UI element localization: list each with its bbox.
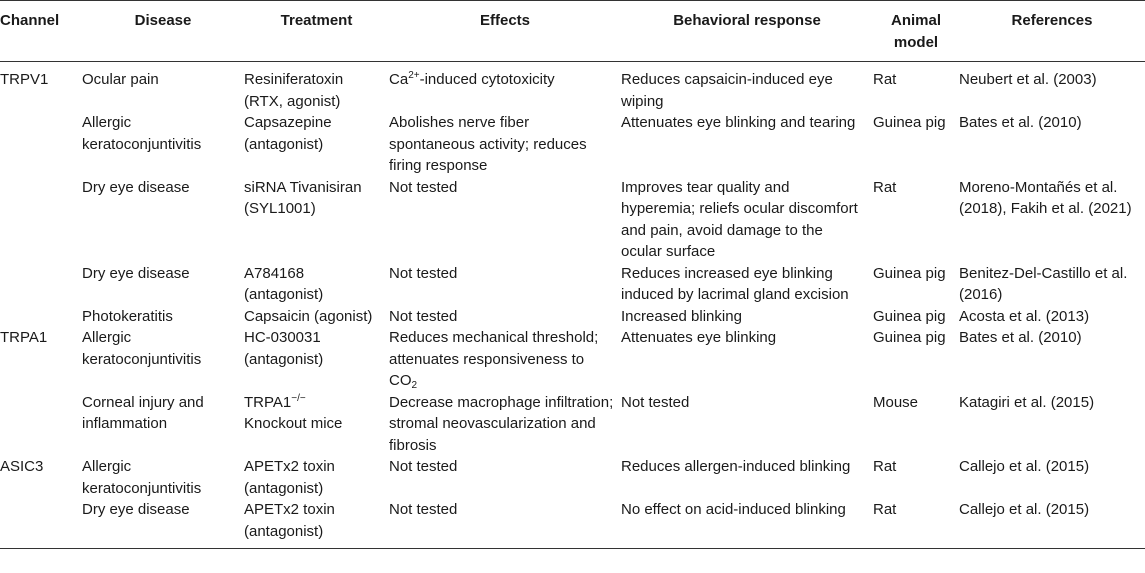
cell-effects: Not tested	[389, 307, 458, 325]
cell-references: Katagiri et al. (2015)	[959, 393, 1095, 411]
treatment-superscript: −/−	[291, 392, 306, 404]
cell-treatment	[244, 392, 389, 457]
cell-effects: Decrease macrophage infiltration; stromal neovascularization and fibrosis	[389, 393, 614, 454]
cell-references: Bates et al. (2010)	[959, 329, 1082, 346]
table-row	[0, 177, 1145, 263]
cell-animal-model: Guinea pig	[873, 329, 946, 346]
cell-disease: Dry eye disease	[82, 178, 190, 196]
cell-disease: Dry eye disease	[82, 499, 244, 549]
cell-effects: Abolishes nerve fiber spontaneous activity; reduces firing response	[389, 114, 587, 174]
header-channel: Channel	[0, 1, 82, 62]
cell-channel	[0, 499, 82, 549]
cell-references: Neubert et al. (2003)	[959, 71, 1097, 88]
treatment-text: Knockout mice	[244, 415, 343, 432]
cell-channel: ASIC3	[0, 458, 44, 475]
cell-disease: Corneal injury and inflammation	[82, 393, 204, 432]
header-treatment: Treatment	[244, 1, 389, 62]
cell-effects: Not tested	[389, 499, 621, 549]
cell-disease: Dry eye disease	[82, 264, 190, 282]
cell-treatment: A784168 (antagonist)	[244, 264, 324, 303]
cell-references: Moreno-Montañés et al. (2018), Fakih et al. (2021)	[959, 178, 1132, 217]
cell-channel: TRPV1	[0, 71, 49, 88]
header-behavioral-response: Behavioral response	[621, 1, 873, 62]
cell-channel: TRPA1	[0, 329, 48, 346]
cell-animal-model: Guinea pig	[873, 114, 946, 131]
table-row	[0, 456, 1145, 499]
header-animal-model: Animal model	[873, 1, 959, 62]
cell-behavioral-response: Attenuates eye blinking and tearing	[621, 114, 856, 131]
header-references: References	[959, 1, 1145, 62]
cell-animal-model: Guinea pig	[873, 264, 946, 282]
cell-channel	[0, 263, 82, 306]
table-row	[0, 62, 1145, 113]
cell-disease: Allergic keratoconjuntivitis	[82, 458, 202, 497]
cell-animal-model: Guinea pig	[873, 307, 946, 325]
cell-channel	[0, 112, 82, 177]
cell-treatment: siRNA Tivanisiran (SYL1001)	[244, 178, 362, 217]
cell-references: Acosta et al. (2013)	[959, 307, 1090, 325]
table-row	[0, 392, 1145, 457]
treatment-text: TRPA1	[244, 393, 292, 411]
table-row	[0, 112, 1145, 177]
cell-disease: Photokeratitis	[82, 307, 173, 325]
table-row	[0, 499, 1145, 549]
header-row	[0, 1, 1145, 62]
cell-references: Bates et al. (2010)	[959, 114, 1082, 131]
cell-disease: Allergic keratoconjuntivitis	[82, 329, 202, 368]
cell-disease: Ocular pain	[82, 71, 159, 88]
cell-animal-model: Rat	[873, 71, 897, 88]
cell-effects: Not tested	[389, 178, 458, 196]
cell-effects: Not tested	[389, 264, 458, 282]
header-effects: Effects	[389, 1, 621, 62]
cell-behavioral-response: Reduces allergen-induced blinking	[621, 458, 851, 475]
cell-treatment: APETx2 toxin (antagonist)	[244, 458, 335, 497]
cell-behavioral-response: Improves tear quality and hyperemia; reliefs ocular discomfort and pain, avoid damage to the ocular surface	[621, 178, 858, 260]
cell-behavioral-response: Increased blinking	[621, 307, 742, 325]
cell-effects	[389, 62, 621, 113]
table-row	[0, 327, 1145, 392]
cell-effects	[389, 327, 621, 392]
cell-references: Benitez-Del-Castillo et al. (2016)	[959, 264, 1128, 303]
cell-treatment: APETx2 toxin (antagonist)	[244, 499, 389, 549]
cell-animal-model: Mouse	[873, 393, 919, 411]
cell-animal-model: Rat	[873, 178, 897, 196]
cell-disease: Allergic keratoconjuntivitis	[82, 114, 202, 153]
effects-superscript: 2+	[408, 70, 420, 81]
cell-behavioral-response: Reduces increased eye blinking induced by lacrimal gland excision	[621, 264, 849, 303]
effects-subscript: 2	[411, 380, 418, 391]
header-disease: Disease	[82, 1, 244, 62]
cell-treatment: Capsaicin (agonist)	[244, 307, 373, 325]
cell-effects: Not tested	[389, 458, 458, 475]
table-row	[0, 263, 1145, 306]
cell-animal-model: Rat	[873, 458, 897, 475]
cell-channel	[0, 177, 82, 263]
cell-behavioral-response: Attenuates eye blinking	[621, 329, 777, 346]
table-row	[0, 306, 1145, 328]
cell-behavioral-response: No effect on acid-induced blinking	[621, 499, 873, 549]
cell-behavioral-response: Not tested	[621, 393, 690, 411]
cell-behavioral-response: Reduces capsaicin-induced eye wiping	[621, 71, 833, 110]
cell-treatment: Capsazepine (antagonist)	[244, 114, 332, 153]
effects-text: -induced cytotoxicity	[419, 71, 555, 88]
cell-references: Callejo et al. (2015)	[959, 458, 1090, 475]
effects-text: Reduces mechanical threshold; attenuates responsiveness to CO	[389, 329, 599, 389]
effects-text: Ca	[389, 71, 409, 88]
cell-treatment: Resiniferatoxin (RTX, agonist)	[244, 71, 344, 110]
cell-animal-model: Rat	[873, 499, 959, 549]
cell-treatment: HC-030031 (antagonist)	[244, 329, 324, 368]
cell-channel	[0, 306, 82, 328]
cell-references: Callejo et al. (2015)	[959, 499, 1145, 549]
cell-channel	[0, 392, 82, 457]
